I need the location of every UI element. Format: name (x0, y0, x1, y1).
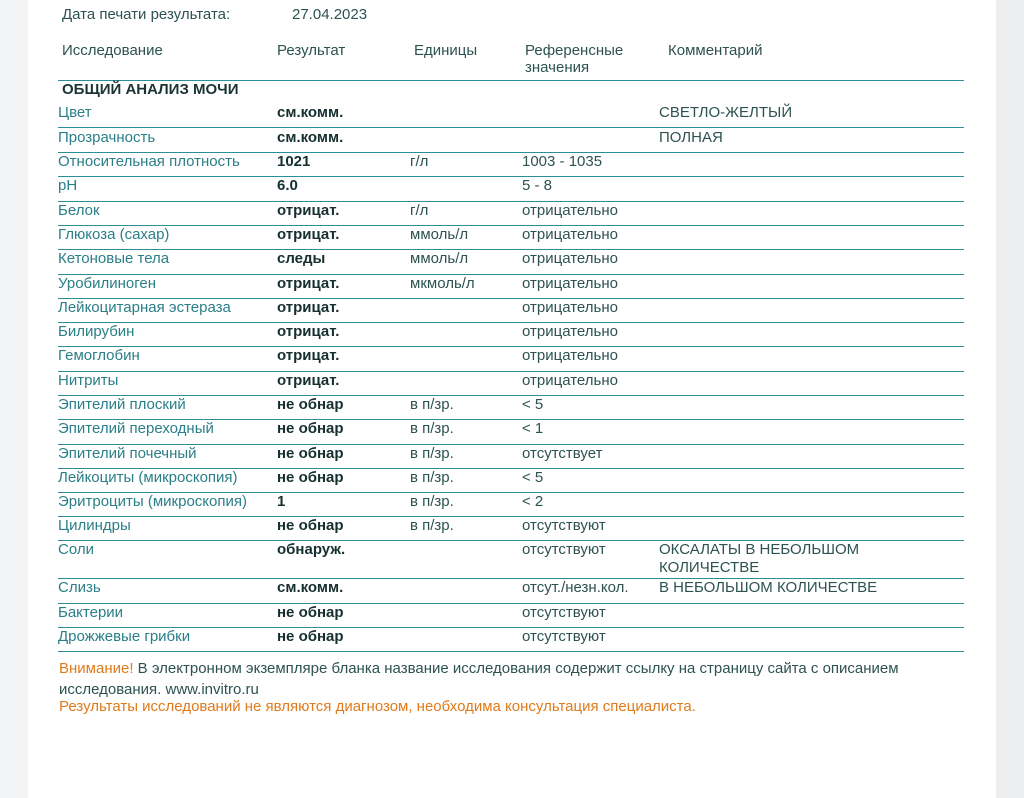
row-unit: в п/зр. (410, 469, 454, 486)
row-result: отрицат. (277, 202, 340, 219)
table-row (28, 541, 996, 579)
row-reference: отрицательно (522, 226, 618, 243)
table-row (28, 445, 996, 469)
row-comment: СВЕТЛО-ЖЕЛТЫЙ (659, 104, 793, 121)
row-name[interactable]: Бактерии (58, 604, 124, 621)
table-row (28, 177, 996, 202)
row-unit: в п/зр. (410, 396, 454, 413)
row-name[interactable]: Эпителий переходный (58, 420, 214, 437)
row-name[interactable]: Уробилиноген (58, 275, 157, 292)
row-divider (58, 651, 964, 652)
row-result: не обнар (277, 517, 344, 534)
table-row (28, 129, 996, 153)
table-row (28, 323, 996, 347)
row-result: не обнар (277, 604, 344, 621)
table-row (28, 604, 996, 628)
row-name[interactable]: Лейкоциты (микроскопия) (58, 469, 238, 486)
table-row (28, 275, 996, 299)
row-name[interactable]: Дрожжевые грибки (58, 628, 191, 645)
row-reference: отсутствуют (522, 517, 606, 534)
row-reference: < 5 (522, 469, 544, 486)
table-row (28, 517, 996, 541)
row-unit: в п/зр. (410, 517, 454, 534)
header-result: Результат (277, 42, 346, 59)
row-name[interactable]: Цвет (58, 104, 92, 121)
row-result: отрицат. (277, 299, 340, 316)
table-row (28, 579, 996, 604)
row-reference: 1003 - 1035 (522, 153, 603, 170)
row-reference: отсутствуют (522, 541, 606, 558)
row-result: 1021 (277, 153, 311, 170)
header-comment: Комментарий (668, 42, 763, 59)
row-reference: отсутствуют (522, 604, 606, 621)
row-unit: мкмоль/л (410, 275, 475, 292)
row-unit: в п/зр. (410, 493, 454, 510)
row-reference: отрицательно (522, 250, 618, 267)
window-edge (996, 0, 1024, 798)
table-row (28, 628, 996, 652)
header-reference (525, 42, 623, 76)
row-unit: г/л (410, 202, 429, 219)
row-result: не обнар (277, 445, 344, 462)
row-name[interactable]: Прозрачность (58, 129, 156, 146)
notice-text: В электронном экземпляре бланка название исследования содержит ссылку на страницу сайта с описанием исследования. www.invitro.ru (59, 660, 899, 698)
row-name[interactable]: Эритроциты (микроскопия) (58, 493, 247, 510)
header-study: Исследование (62, 42, 163, 59)
print-date-label: Дата печати результата: (62, 6, 231, 23)
row-name[interactable]: Эпителий плоский (58, 396, 186, 413)
row-name[interactable]: Соли (58, 541, 94, 558)
row-result: отрицат. (277, 323, 340, 340)
row-name[interactable]: Глюкоза (сахар) (58, 226, 170, 243)
table-row (28, 493, 996, 517)
row-result: 6.0 (277, 177, 298, 194)
table-row (28, 202, 996, 226)
row-unit: в п/зр. (410, 445, 454, 462)
row-result: отрицат. (277, 275, 340, 292)
row-reference: < 2 (522, 493, 544, 510)
table-row (28, 250, 996, 275)
row-result: не обнар (277, 420, 344, 437)
table-row (28, 299, 996, 323)
row-name[interactable]: pH (58, 177, 78, 194)
notice (59, 658, 979, 700)
notice-warning-label: Внимание! (59, 660, 134, 677)
row-unit: г/л (410, 153, 429, 170)
table-row (28, 347, 996, 372)
row-reference: отрицательно (522, 299, 618, 316)
table-row (28, 226, 996, 250)
row-comment: ОКСАЛАТЫ В НЕБОЛЬШОМ КОЛИЧЕСТВЕ (659, 541, 860, 576)
section-title: ОБЩИЙ АНАЛИЗ МОЧИ (62, 81, 239, 98)
row-comment: ПОЛНАЯ (659, 129, 723, 146)
row-unit: ммоль/л (410, 226, 469, 243)
row-unit: ммоль/л (410, 250, 469, 267)
row-name[interactable]: Кетоновые тела (58, 250, 170, 267)
row-result: не обнар (277, 469, 344, 486)
row-name[interactable]: Лейкоцитарная эстераза (58, 299, 231, 316)
row-reference: < 1 (522, 420, 544, 437)
row-reference: отсут./незн.кол. (522, 579, 629, 596)
row-result: отрицат. (277, 372, 340, 389)
print-date-value: 27.04.2023 (292, 6, 368, 23)
table-row (28, 104, 996, 128)
row-name[interactable]: Слизь (58, 579, 101, 596)
row-unit: в п/зр. (410, 420, 454, 437)
row-name[interactable]: Относительная плотность (58, 153, 240, 170)
header-reference-line1: Референсные (525, 42, 624, 59)
row-reference: отрицательно (522, 202, 618, 219)
row-name[interactable]: Нитриты (58, 372, 119, 389)
row-reference: отсутствует (522, 445, 603, 462)
header-reference-line2: значения (525, 59, 590, 76)
row-name[interactable]: Билирубин (58, 323, 135, 340)
row-name[interactable]: Белок (58, 202, 100, 219)
row-result: см.комм. (277, 129, 344, 146)
table-row (28, 153, 996, 177)
row-name[interactable]: Гемоглобин (58, 347, 140, 364)
table-row (28, 372, 996, 396)
disclaimer: Результаты исследований не являются диагнозом, необходима консультация специалиста. (59, 698, 696, 715)
row-reference: отрицательно (522, 372, 618, 389)
row-reference: отрицательно (522, 347, 618, 364)
row-comment: В НЕБОЛЬШОМ КОЛИЧЕСТВЕ (659, 579, 878, 596)
row-divider (58, 127, 964, 128)
row-reference: отрицательно (522, 323, 618, 340)
row-name[interactable]: Эпителий почечный (58, 445, 197, 462)
header-units: Единицы (414, 42, 478, 59)
row-result: следы (277, 250, 326, 267)
row-reference: < 5 (522, 396, 544, 413)
result-sheet (28, 0, 996, 798)
row-reference: отсутствуют (522, 628, 606, 645)
table-row (28, 469, 996, 493)
row-result: см.комм. (277, 104, 344, 121)
table-row (28, 420, 996, 445)
row-result: отрицат. (277, 347, 340, 364)
row-name[interactable]: Цилиндры (58, 517, 131, 534)
row-result: обнаруж. (277, 541, 346, 558)
row-result: не обнар (277, 628, 344, 645)
row-reference: отрицательно (522, 275, 618, 292)
row-result: см.комм. (277, 579, 344, 596)
table-row (28, 396, 996, 420)
row-result: не обнар (277, 396, 344, 413)
row-reference: 5 - 8 (522, 177, 553, 194)
print-date (62, 6, 368, 23)
row-result: отрицат. (277, 226, 340, 243)
row-result: 1 (277, 493, 286, 510)
